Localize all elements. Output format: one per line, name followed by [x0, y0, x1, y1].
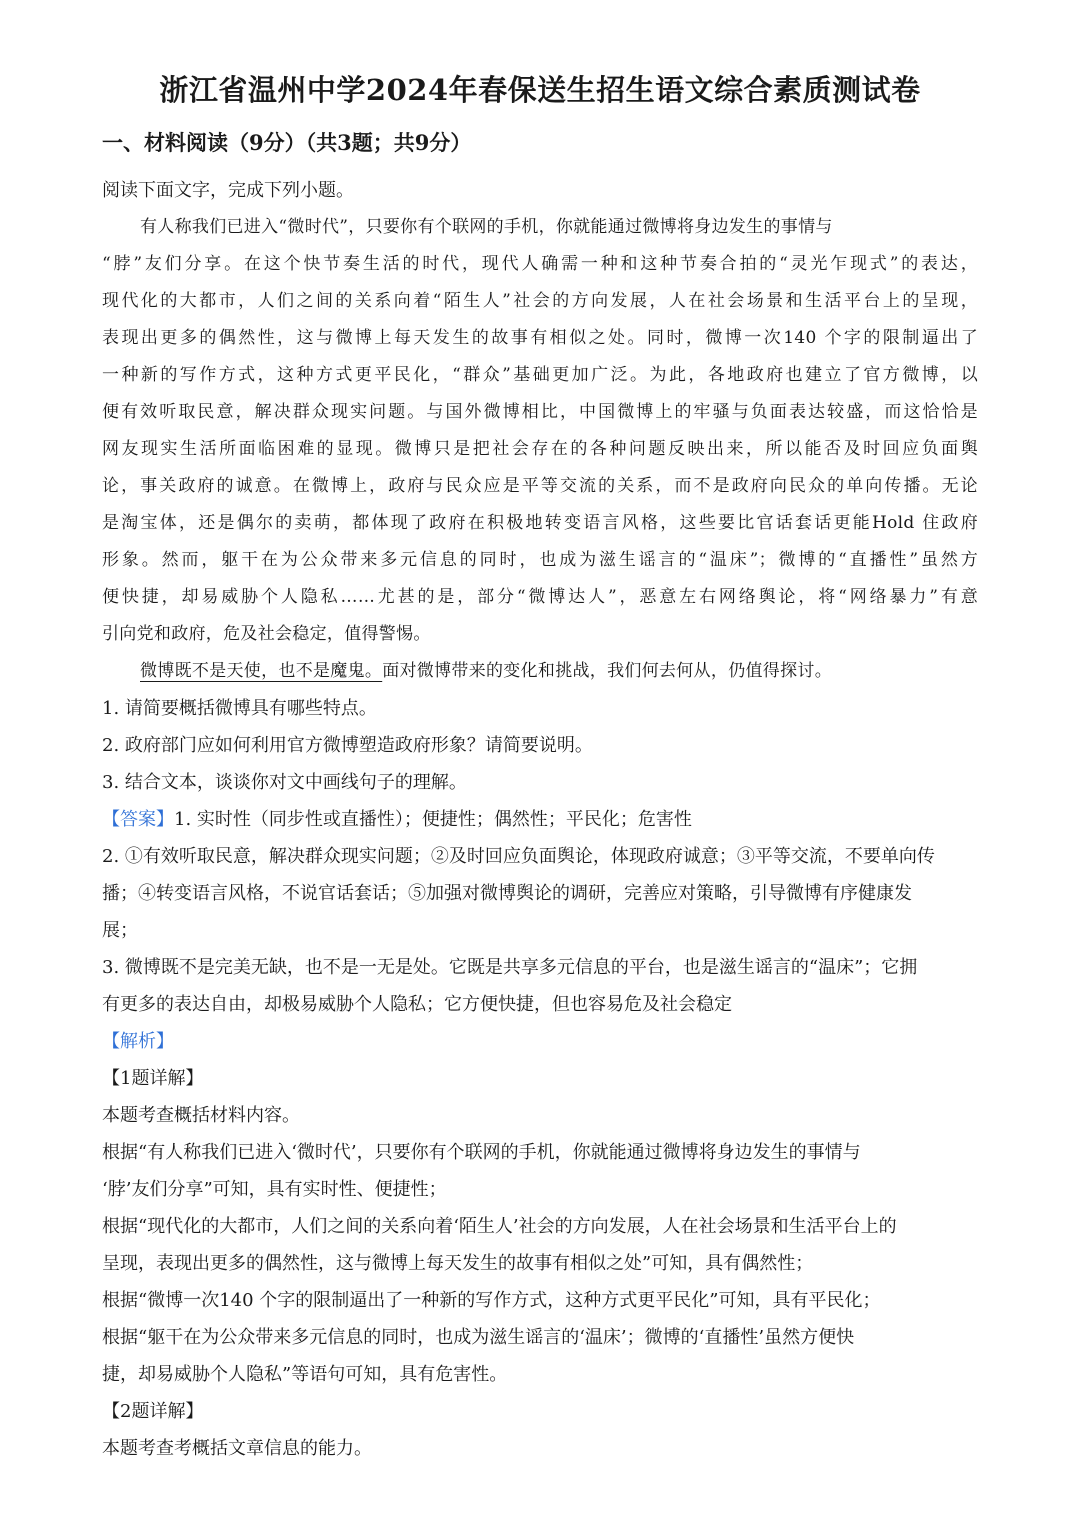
answer-3-line: 3. 微博既不是完美无缺，也不是一无是处。它既是共享多元信息的平台，也是滋生谣言的“温床”；它拥: [102, 957, 918, 978]
passage-line: 是淘宝体，还是偶尔的卖萌，都体现了政府在积极地转变语言风格，这些要比官话套话更能Hold 住政府: [102, 513, 978, 533]
q1-detail-line: 根据“有人称我们已进入‘微时代’，只要你有个联网的手机，你就能通过微博将身边发生的事情与: [102, 1142, 861, 1163]
question-list: [102, 690, 978, 801]
q2-detail-title: 【2题详解】: [102, 1401, 204, 1422]
section-heading: 一、材料阅读（9分）（共3题；共9分）: [102, 130, 472, 155]
answer-1: 1. 实时性（同步性或直播性）；便捷性；偶然性；平民化；危害性: [174, 809, 692, 830]
passage-line: 一种新的写作方式，这种方式更平民化，“群众”基础更加广泛。为此，各地政府也建立了官方微博，以: [102, 365, 978, 385]
passage-line: 形象。然而，躯干在为公众带来多元信息的同时，也成为滋生谣言的“温床”；微博的“直播性”虽然方: [102, 550, 978, 570]
answer-2-line: 播；④转变语言风格，不说官话套话；⑤加强对微博舆论的调研，完善应对策略，引导微博有序健康发: [102, 883, 912, 904]
passage-line: 论，事关政府的诚意。在微博上，政府与民众应是平等交流的关系，而不是政府向民众的单向传播。无论: [102, 476, 978, 496]
answer-2-line: 2. ①有效听取民意，解决群众现实问题；②及时回应负面舆论，体现政府诚意；③平等交流，不要单向传: [102, 846, 935, 867]
passage-line: 便有效听取民意，解决群众现实问题。与国外微博相比，中国微博上的牢骚与负面表达较盛，而这恰恰是: [102, 402, 978, 422]
instruction-text: 阅读下面文字，完成下列小题。: [102, 180, 354, 201]
q1-detail-line: 捷，却易威胁个人隐私”等语句可知，具有危害性。: [102, 1364, 508, 1385]
analysis-label: 【解析】: [102, 1031, 174, 1052]
passage-line: “脖”友们分享。在这个快节奏生活的时代，现代人确需一种和这种节奏合拍的“灵光乍现式”的表达，: [102, 254, 978, 274]
passage-line: 便快捷，却易威胁个人隐私……尤甚的是，部分“微博达人”，恶意左右网络舆论，将“网络暴力”有意: [102, 587, 978, 607]
reading-passage: [102, 209, 978, 690]
analysis-block: [102, 1023, 978, 1467]
q1-detail-line: 根据“微博一次140 个字的限制逼出了一种新的写作方式，这种方式更平民化”可知，具有平民化；: [102, 1290, 881, 1311]
passage-final-line: [102, 653, 978, 690]
passage-line: 现代化的大都市，人们之间的关系向着“陌生人”社会的方向发展，人在社会场景和生活平台上的呈现，: [102, 291, 978, 311]
passage-final-rest: 面对微博带来的变化和挑战，我们何去何从，仍值得探讨。: [382, 661, 833, 681]
exam-title: 浙江省温州中学2024年春保送生招生语文综合素质测试卷: [159, 73, 921, 107]
question-item: 1. 请简要概括微博具有哪些特点。: [102, 698, 377, 719]
passage-line: 有人称我们已进入“微时代”，只要你有个联网的手机，你就能通过微博将身边发生的事情与: [140, 217, 833, 237]
answer-block: [102, 801, 978, 1023]
q1-detail-line: ‘脖’友们分享”可知，具有实时性、便捷性；: [102, 1179, 447, 1200]
answer-label: 【答案】: [102, 809, 174, 830]
q1-detail-line: 呈现，表现出更多的偶然性，这与微博上每天发生的故事有相似之处”可知，具有偶然性；: [102, 1253, 814, 1274]
answer-2-line: 展；: [102, 920, 138, 941]
q2-detail-line: 本题考查考概括文章信息的能力。: [102, 1438, 372, 1459]
answer-line-1: [102, 801, 978, 838]
passage-line: 引向党和政府，危及社会稳定，值得警惕。: [102, 624, 431, 644]
q1-detail-title: 【1题详解】: [102, 1068, 204, 1089]
answer-3-line: 有更多的表达自由，却极易威胁个人隐私；它方便快捷，但也容易危及社会稳定: [102, 994, 732, 1015]
passage-line: 网友现实生活所面临困难的显现。微博只是把社会存在的各种问题反映出来，所以能否及时回应负面舆: [102, 439, 978, 459]
q1-detail-line: 根据“现代化的大都市，人们之间的关系向着‘陌生人’社会的方向发展，人在社会场景和生活平台上的: [102, 1216, 897, 1237]
underlined-sentence: 微博既不是天使，也不是魔鬼。: [140, 661, 383, 681]
question-item: 3. 结合文本，谈谈你对文中画线句子的理解。: [102, 772, 467, 793]
question-item: 2. 政府部门应如何利用官方微博塑造政府形象？请简要说明。: [102, 735, 593, 756]
q1-detail-line: 根据“躯干在为公众带来多元信息的同时，也成为滋生谣言的‘温床’；微博的‘直播性’虽然方便快: [102, 1327, 855, 1348]
passage-line: 表现出更多的偶然性，这与微博上每天发生的故事有相似之处。同时，微博一次140 个字的限制逼出了: [102, 328, 978, 348]
q1-detail-line: 本题考查概括材料内容。: [102, 1105, 300, 1126]
